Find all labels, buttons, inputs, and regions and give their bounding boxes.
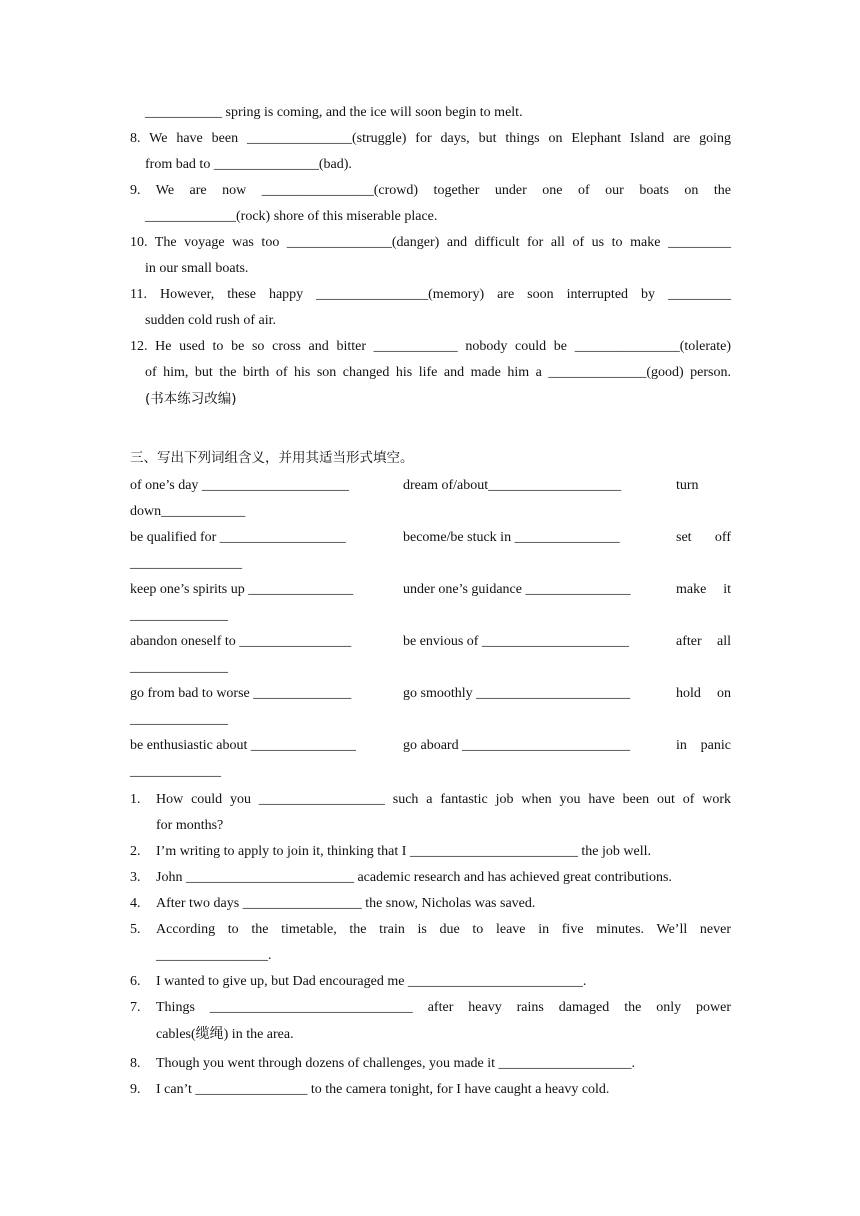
item-text: John ________________________ academic research and has achieved great contributions. [156,870,672,885]
exercise-question-cont: _____________(rock) shore of this miserable place. [145,209,438,224]
phrase-col1: abandon oneself to ________________ [130,634,352,649]
section-heading: 三、写出下列词组含义，并用其适当形式填空。 [130,450,414,466]
item-text: According to the timetable, the train is due to leave in five minutes. We’ll never [156,922,731,937]
exercise-question-cont: from bad to _______________(bad). [145,157,352,172]
exercise-question: 8. We have been _______________(struggle) for days, but things on Elephant Island are going [130,131,731,146]
phrase-col3: turn [676,478,699,493]
phrase-col2: go smoothly ______________________ [403,686,631,701]
phrase-col1: of one’s day _____________________ [130,478,349,493]
item-number: 3. [130,870,141,885]
phrase-col1: be enthusiastic about _______________ [130,738,356,753]
exercise-question: 12. He used to be so cross and bitter ____________ nobody could be _______________(tolerate) [130,339,731,354]
item-text: How could you __________________ such a fantastic job when you have been out of work [156,792,731,807]
item-text-cont: for months? [156,818,224,833]
phrase-col3-blank: ______________ [130,608,228,623]
phrase-col3: after all [676,634,731,649]
item-text: I’m writing to apply to join it, thinking that I ________________________ the job well. [156,844,652,859]
phrase-col3: make it [676,582,731,597]
item-number: 4. [130,896,141,911]
phrase-col2: under one’s guidance _______________ [403,582,631,597]
item-text: I can’t ________________ to the camera tonight, for I have caught a heavy cold. [156,1082,610,1097]
exercise-line: ___________ spring is coming, and the ice will soon begin to melt. [145,105,523,120]
exercise-question: 11. However, these happy ________________(memory) are soon interrupted by _________ [130,287,731,302]
phrase-col1: go from bad to worse ______________ [130,686,352,701]
phrase-col3-blank: ______________ [130,660,228,675]
exercise-question-cont: sudden cold rush of air. [145,313,277,328]
item-number: 7. [130,1000,141,1015]
item-number: 1. [130,792,141,807]
item-text: Things _____________________________ after heavy rains damaged the only power [156,1000,731,1015]
source-note: (书本练习改编) [145,391,237,407]
phrase-col3: in panic [676,738,731,753]
phrase-col3-blank: ______________ [130,712,228,727]
phrase-col2: dream of/about___________________ [403,478,622,493]
exercise-question-cont: in our small boats. [145,261,249,276]
item-number: 6. [130,974,141,989]
item-text: I wanted to give up, but Dad encouraged me _________________________. [156,974,587,989]
phrase-col3-blank: down____________ [130,504,246,519]
exercise-question: 10. The voyage was too _______________(danger) and difficult for all of us to make _________ [130,235,731,250]
phrase-col1: keep one’s spirits up _______________ [130,582,354,597]
phrase-col2: be envious of _____________________ [403,634,629,649]
phrase-col2: become/be stuck in _______________ [403,530,620,545]
item-text-cont: ________________. [156,948,272,963]
exercise-question-cont: of him, but the birth of his son changed his life and made him a ______________(good) person. [145,365,731,380]
phrase-col3-blank: _____________ [130,764,221,779]
phrase-col3: hold on [676,686,731,701]
item-text-cont: cables(缆绳) in the area. [156,1027,294,1042]
phrase-col3-blank: ________________ [130,556,242,571]
exercise-question: 9. We are now ________________(crowd) together under one of our boats on the [130,183,731,198]
item-number: 8. [130,1056,141,1071]
item-number: 9. [130,1082,141,1097]
phrase-col2: go aboard ________________________ [403,738,631,753]
phrase-col3: set off [676,530,731,545]
item-number: 5. [130,922,141,937]
item-text: Though you went through dozens of challenges, you made it ___________________. [156,1056,636,1071]
phrase-col1: be qualified for __________________ [130,530,346,545]
item-text: After two days _________________ the snow, Nicholas was saved. [156,896,536,911]
item-number: 2. [130,844,141,859]
